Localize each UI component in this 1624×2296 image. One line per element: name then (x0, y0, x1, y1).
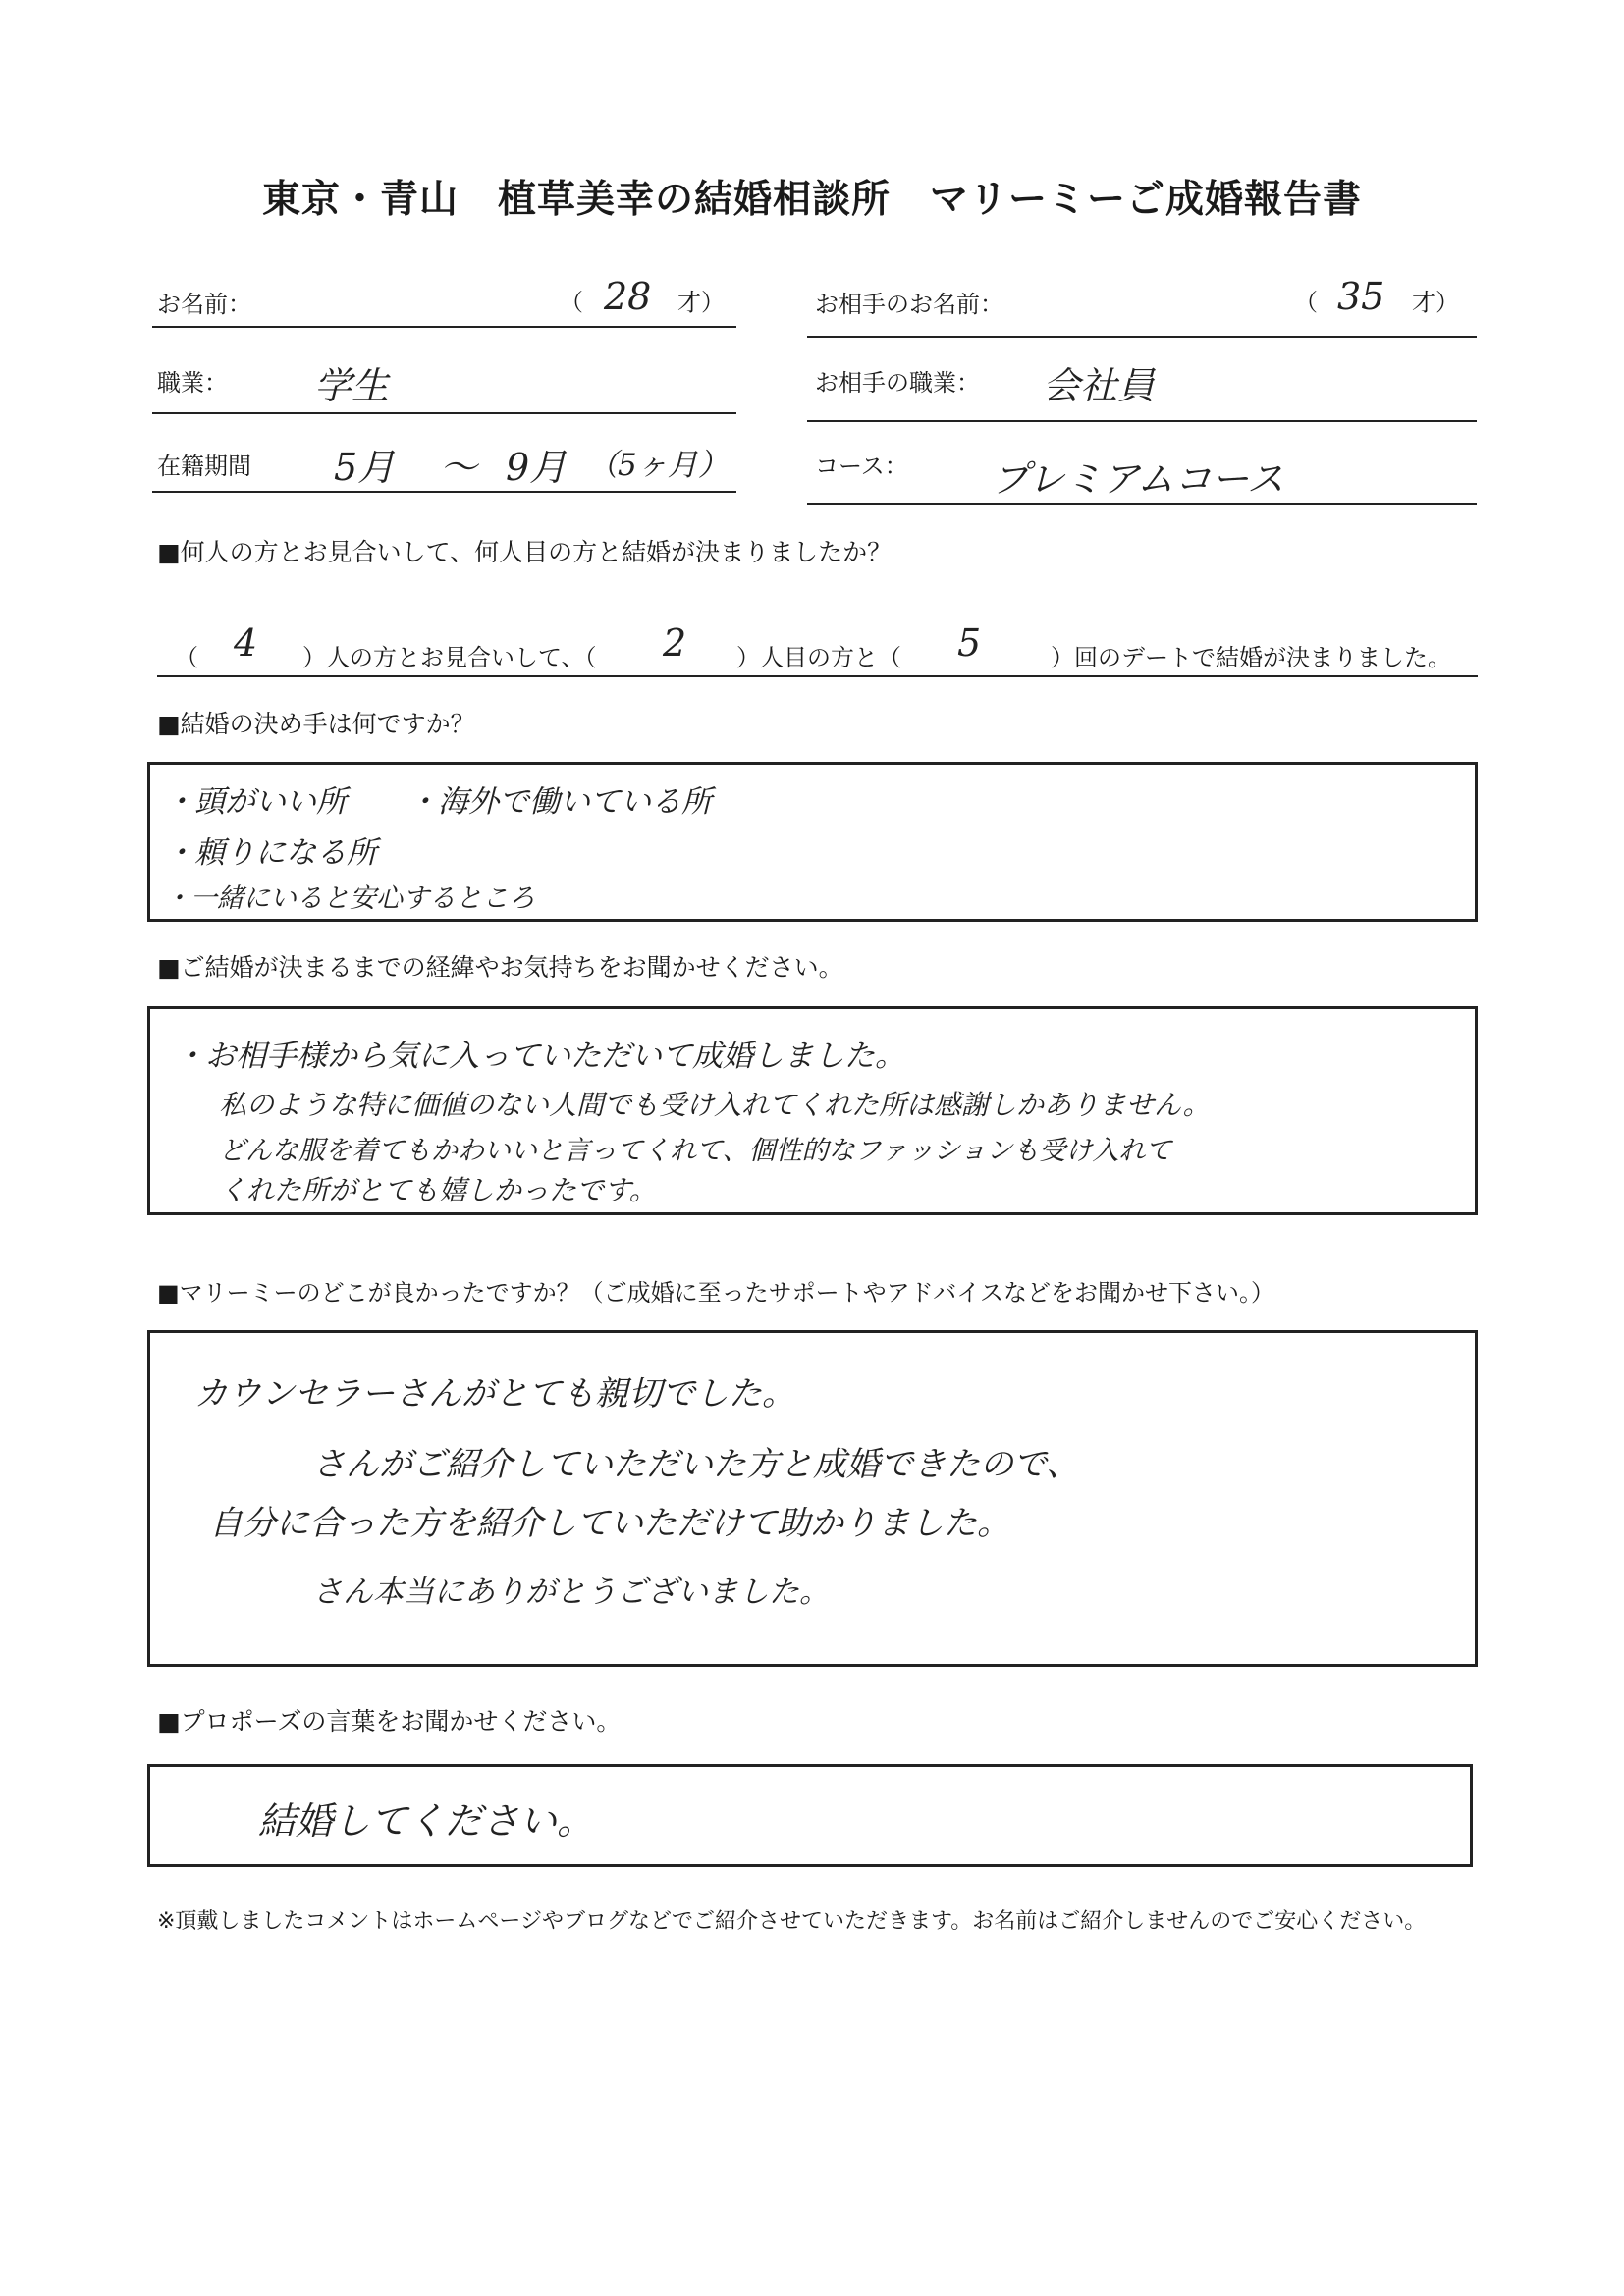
q1-text1: ）人の方とお見合いして、（ (302, 644, 597, 671)
q4-answer-line: カウンセラーさんがとても親切でした。 (194, 1374, 795, 1414)
partner-age-unit: 才） (1412, 289, 1459, 316)
period-underline (152, 491, 736, 493)
q4-answer-line: さん本当にありがとうございました。 (312, 1575, 830, 1610)
q5-answer: 結婚してください。 (258, 1799, 595, 1842)
job-value: 学生 (314, 364, 390, 407)
q3-question: ■ご結婚が決まるまでの経緯やお気持ちをお聞かせください。 (157, 953, 843, 982)
q4-answer-box (147, 1330, 1478, 1667)
q1-count-met: 4 (234, 621, 258, 665)
q2-answer-box (147, 762, 1478, 922)
q1-question: ■何人の方とお見合いして、何人目の方と結婚が決まりましたか？ (157, 538, 893, 566)
q3-answer-line: ・お相手様から気に入っていただいて成婚しました。 (175, 1039, 905, 1074)
course-value: プレミアムコース (992, 457, 1284, 501)
q1-open: （ (175, 644, 198, 671)
q3-answer-line: どんな服を着てもかわいいと言ってくれて、個性的なファッションも受け入れて (219, 1136, 1172, 1166)
q1-count-dates: 5 (957, 621, 982, 665)
q2-answer-line: ・頼りになる所 (164, 835, 377, 871)
partner-job-label: お相手の職業： (815, 369, 980, 397)
q5-question: ■プロポーズの言葉をお聞かせください。 (157, 1707, 622, 1735)
q4-answer-line: さんがご紹介していただいた方と成婚できたので、 (312, 1445, 1080, 1484)
age-value: 28 (604, 275, 652, 318)
q1-text2: ）人目の方と（ (736, 644, 901, 671)
course-underline (807, 503, 1477, 505)
partner-name-label: お相手のお名前： (815, 291, 1003, 318)
job-underline (152, 412, 736, 414)
q4-answer-line: 自分に合った方を紹介していただけて助かりました。 (209, 1504, 1010, 1543)
q2-answer-line: ・一緒にいると安心するところ (164, 883, 535, 914)
job-label: 職業： (157, 369, 228, 397)
page-title: 東京・青山 植草美幸の結婚相談所 マリーミーご成婚報告書 (261, 178, 1362, 222)
q1-text3: ）回のデートで結婚が決まりました。 (1051, 644, 1451, 671)
q4-question: ■マリーミーのどこが良かったですか？（ご成婚に至ったサポートやアドバイスなどをお聞かせ下さい。） (157, 1279, 1274, 1307)
q5-answer-box (147, 1764, 1473, 1867)
age-open: （ (560, 289, 583, 316)
q1-underline (157, 675, 1478, 677)
period-tilde: 〜 (440, 446, 478, 489)
name-underline (152, 326, 736, 328)
partner-age-open: （ (1294, 289, 1318, 316)
period-label: 在籍期間 (157, 453, 251, 480)
period-start: 5月 (334, 446, 396, 489)
partner-age-value: 35 (1337, 275, 1385, 318)
partner-job-value: 会社員 (1043, 364, 1156, 407)
q3-answer-line: くれた所がとても嬉しかったです。 (219, 1174, 657, 1206)
footer-note: ※頂戴しましたコメントはホームページやブログなどでご紹介させていただきます。お名前はご紹介しませんのでご安心ください。 (157, 1909, 1427, 1934)
period-duration: （5ヶ月） (587, 448, 729, 483)
q3-answer-box (147, 1006, 1478, 1215)
partner-name-underline (807, 336, 1477, 338)
partner-job-underline (807, 420, 1477, 422)
course-label: コース： (815, 453, 908, 480)
name-label: お名前： (157, 291, 251, 318)
q3-answer-line: 私のような特に価値のない人間でも受け入れてくれた所は感謝しかありません。 (219, 1089, 1211, 1121)
age-unit: 才） (677, 289, 725, 316)
period-end: 9月 (506, 446, 568, 489)
q2-answer-line: ・頭がいい所 ・海外で働いている所 (164, 784, 712, 820)
q2-question: ■結婚の決め手は何ですか？ (157, 710, 475, 738)
q1-count-nth: 2 (663, 621, 687, 665)
